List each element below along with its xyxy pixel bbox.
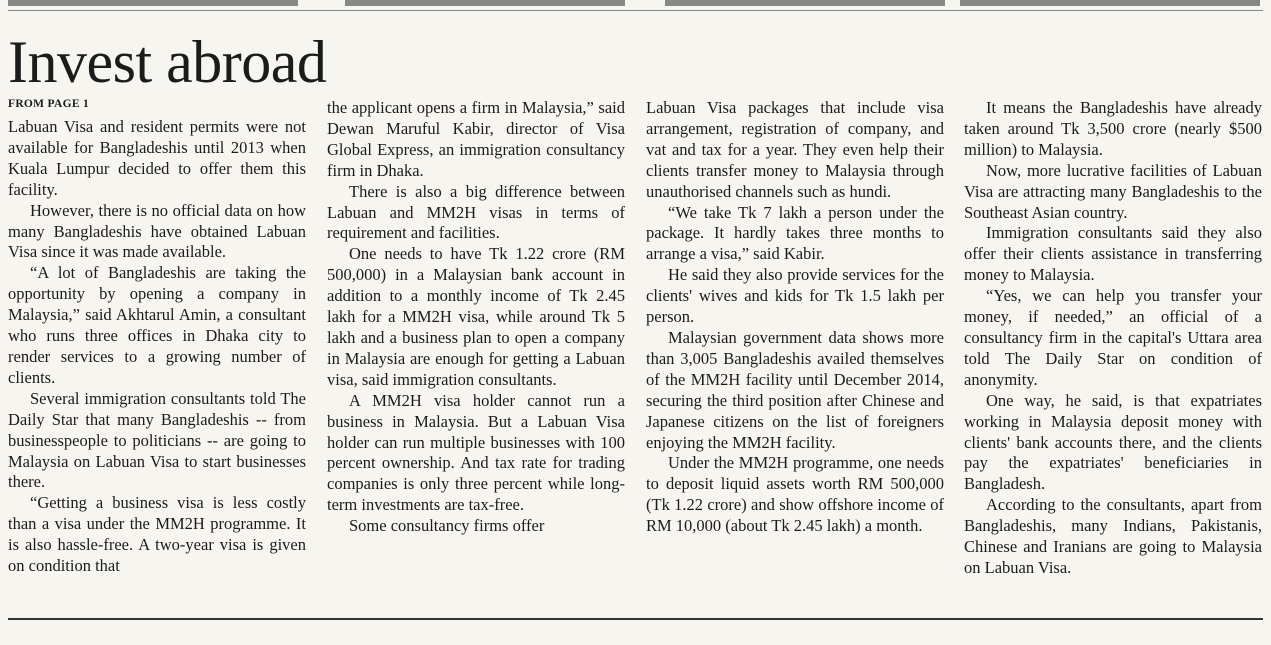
section-divider [8, 618, 1263, 620]
paragraph: Some consultancy firms offer [349, 516, 545, 536]
paragraph: “A lot of Bangladeshis are taking the opportunity by opening a company in Malaysia,” said Akhtarul Amin, a consultant who runs three offices in Dhaka city to render services to a growing number of clients. [8, 263, 306, 387]
paragraph: “We take Tk 7 lakh a person under the package. It hardly takes three months to arrange a visa,” said Kabir. [646, 202, 944, 264]
paragraph: “Getting a business visa is less costly than a visa under the MM2H programme. It is also hassle-free. A two-year visa is given on condition that [8, 493, 306, 576]
paragraph: the applicant opens a firm in Malaysia,” said Dewan Maruful Kabir, director of Visa Global Express, an immigration consultancy firm in Dhaka. [327, 98, 625, 180]
article-column-1 [8, 117, 306, 577]
paragraph: However, there is no official data on how many Bangladeshis have obtained Labuan Visa since it was made available. [8, 200, 306, 262]
headline: Invest abroad [8, 29, 327, 95]
paragraph: According to the consultants, apart from Bangladeshis, many Indians, Pakistanis, Chinese and Iranians are going to Malaysia on Labuan Visa. [964, 495, 1262, 577]
paragraph: Several immigration consultants told The Daily Star that many Bangladeshis -- from businesspeople to politicians -- are going to Malaysia on Labuan Visa to start businesses there. [8, 388, 306, 492]
paragraph: One needs to have Tk 1.22 crore (RM 500,000) in a Malaysian bank account in addition to a monthly income of Tk 2.45 lakh for a MM2H visa, while around Tk 5 lakh and a business plan to open a company in Malaysia are enough for getting a Labuan visa, said immigration consultants. [327, 244, 625, 389]
paragraph: Labuan Visa packages that include visa arrangement, registration of company, and vat and tax for a year. They even help their clients transfer money to Malaysia through unauthorised channels such as hundi. [646, 98, 944, 201]
paragraph: It means the Bangladeshis have already taken around Tk 3,500 crore (nearly $500 million) to Malaysia. [964, 98, 1262, 159]
paragraph: Now, more lucrative facilities of Labuan Visa are attracting many Bangladeshis to the Southeast Asian country. [964, 160, 1262, 222]
paragraph: Immigration consultants said they also offer their clients assistance in transferring money to Malaysia. [964, 223, 1262, 285]
paragraph: He said they also provide services for the clients' wives and kids for Tk 1.5 lakh per person. [646, 265, 944, 327]
paragraph: Labuan Visa and resident permits were not available for Bangladeshis until 2013 when Kuala Lumpur decided to offer them this facility. [8, 117, 306, 199]
article-column-2 [327, 98, 625, 537]
paragraph: Malaysian government data shows more than 3,005 Bangladeshis availed themselves of the MM2H facility until December 2014, securing the third position after Chinese and Japanese citizens on the list of foreigners enjoying the MM2H facility. [646, 327, 944, 452]
article-column-3 [646, 98, 944, 537]
article-column-4 [964, 98, 1262, 579]
paragraph: There is also a big difference between Labuan and MM2H visas in terms of requirement and facilities. [327, 181, 625, 243]
paragraph: One way, he said, is that expatriates working in Malaysia deposit money with clients' bank accounts there, and the clients pay the expatriates' beneficiaries in Bangladesh. [964, 390, 1262, 494]
kicker-from-page: FROM PAGE 1 [8, 98, 90, 110]
paragraph: A MM2H visa holder cannot run a business in Malaysia. But a Labuan Visa holder can run multiple businesses with 100 percent ownership. And tax rate for trading companies is only three percent while long-term investments are tax-free. [327, 390, 625, 515]
top-rule [0, 0, 1271, 14]
paragraph: Under the MM2H programme, one needs to deposit liquid assets worth RM 500,000 (Tk 1.22 crore) and show offshore income of RM 10,000 (about Tk 2.45 lakh) a month. [646, 453, 944, 536]
paragraph: “Yes, we can help you transfer your money, if needed,” an official of a consultancy firm in the capital's Uttara area told The Daily Star on condition of anonymity. [964, 286, 1262, 389]
